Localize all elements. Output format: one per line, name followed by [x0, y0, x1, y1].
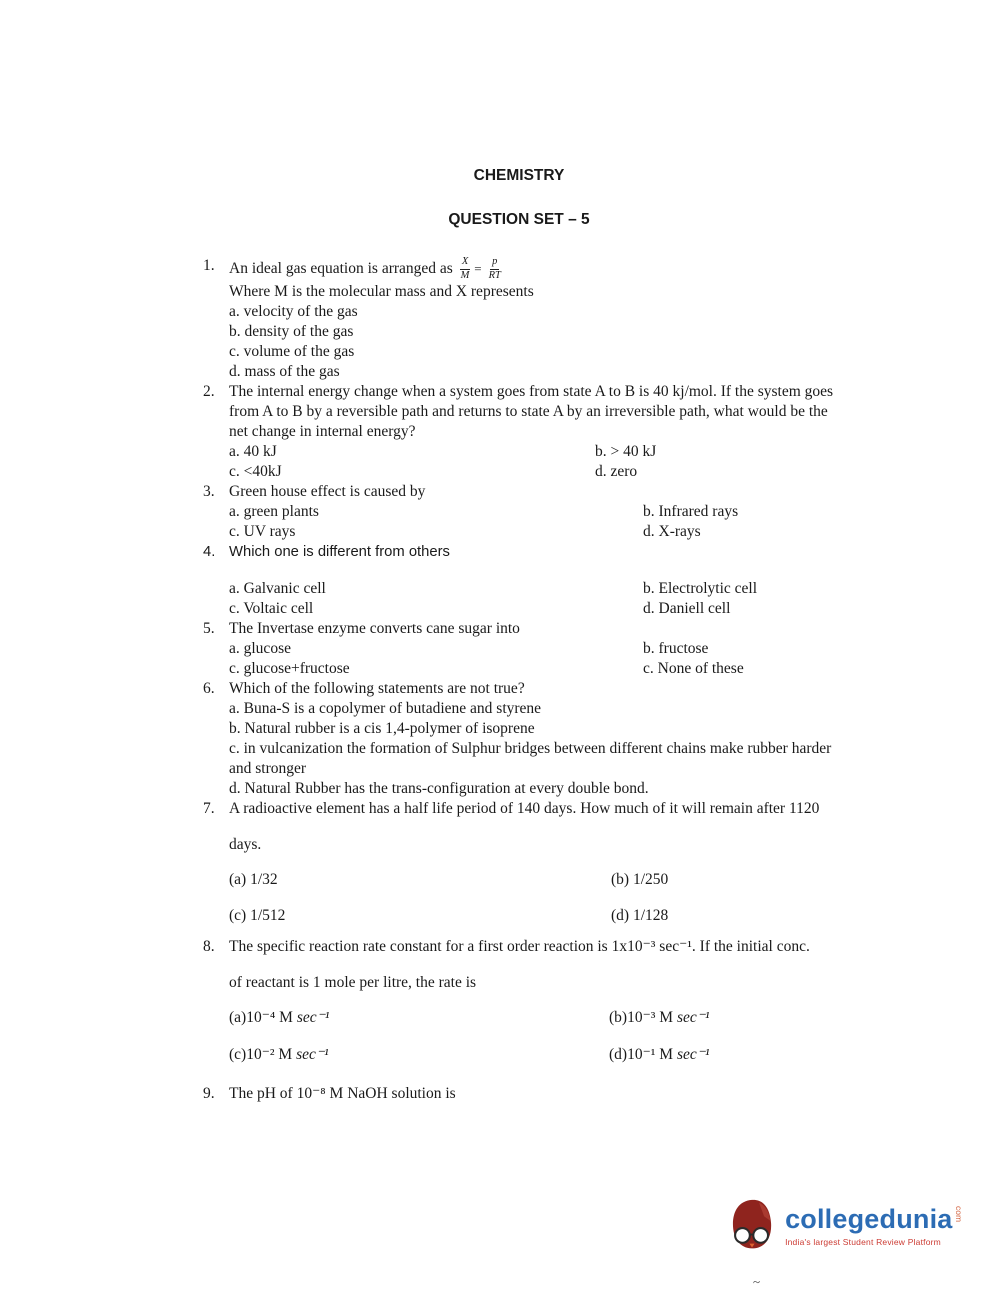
option: c. None of these: [643, 660, 744, 677]
option: (d)10⁻¹ M sec⁻¹: [609, 1046, 710, 1063]
question-number: 8.: [203, 938, 215, 955]
unit-sec: sec⁻¹: [296, 1009, 330, 1026]
question-4: [203, 542, 835, 619]
question-text: [229, 256, 835, 282]
question-text-line-2: days.: [229, 836, 262, 853]
option: d. Natural Rubber has the trans-configuration at every double bond.: [229, 780, 649, 797]
option: b. Infrared rays: [643, 503, 739, 520]
question-3: [203, 482, 835, 542]
option: b. > 40 kJ: [595, 443, 657, 460]
option: b. Electrolytic cell: [643, 580, 758, 597]
collegedunia-mascot-icon: [726, 1196, 778, 1254]
question-number: 6.: [203, 680, 215, 697]
option: (a)10⁻⁴ M sec⁻¹: [229, 1009, 330, 1026]
question-text: The internal energy change when a system goes from state A to B is 40 kj/mol. If the system goes from A to B by a reversible path and returns to state A by an irreversible path, what would be the net change in internal energy?: [229, 383, 834, 440]
unit-sec: sec⁻¹: [676, 1009, 710, 1026]
document-title: CHEMISTRY: [473, 167, 565, 184]
option: c. volume of the gas: [229, 343, 355, 360]
options-grid: [229, 870, 835, 890]
question-text: Green house effect is caused by: [229, 483, 426, 500]
question-number: 3.: [203, 483, 215, 500]
question-set-heading: QUESTION SET – 5: [448, 211, 590, 228]
option: (a) 1/32: [229, 871, 278, 888]
option: c. in vulcanization the formation of Sulphur bridges between different chains make rubber harder and stronger: [229, 740, 832, 777]
question-6: [203, 679, 835, 799]
option: d. mass of the gas: [229, 363, 340, 380]
question-intro: An ideal gas equation is arranged as: [229, 260, 453, 277]
question-8: [203, 937, 835, 1065]
option: (b)10⁻³ M sec⁻¹: [609, 1009, 710, 1026]
option: a. Galvanic cell: [229, 580, 326, 597]
question-text: Which one is different from others: [229, 544, 450, 560]
question-text: Which of the following statements are not true?: [229, 680, 525, 697]
options-grid: [229, 502, 835, 542]
collegedunia-tagline: India's largest Student Review Platform: [785, 1236, 941, 1247]
question-text: A radioactive element has a half life period of 140 days. How much of it will remain after 1120: [229, 800, 820, 817]
option: c. glucose+fructose: [229, 660, 350, 677]
question-5: [203, 619, 835, 679]
option: (d) 1/128: [611, 907, 669, 924]
options-grid: [229, 442, 835, 482]
question-text: The Invertase enzyme converts cane sugar into: [229, 620, 520, 637]
option: (b) 1/250: [611, 871, 669, 888]
question-text: The pH of 10⁻⁸ M NaOH solution is: [229, 1085, 456, 1102]
question-1: [203, 256, 835, 382]
document-page: [203, 166, 835, 1104]
collegedunia-logo: [726, 1196, 963, 1254]
fraction-x-over-m: $\frac{X}{M}$: [460, 256, 470, 281]
options-grid: [229, 1045, 835, 1065]
question-9: [203, 1084, 835, 1104]
question-text: The specific reaction rate constant for a first order reaction is 1x10⁻³ sec⁻¹. If the initial conc.: [229, 938, 810, 955]
option: (c) 1/512: [229, 907, 286, 924]
option: (c)10⁻² M sec⁻¹: [229, 1046, 329, 1063]
option: a. Buna-S is a copolymer of butadiene and styrene: [229, 700, 542, 717]
options-grid: [229, 639, 835, 679]
collegedunia-com-suffix: com: [954, 1205, 964, 1222]
options-grid: [229, 906, 835, 926]
question-7: [203, 799, 835, 926]
option: b. fructose: [643, 640, 709, 657]
unit-sec: sec⁻¹: [296, 1046, 329, 1063]
option: c. Voltaic cell: [229, 600, 314, 617]
option: a. velocity of the gas: [229, 303, 358, 320]
options-grid: [229, 1008, 835, 1028]
question-text-line-2: Where M is the molecular mass and X represents: [229, 283, 534, 300]
option: a. 40 kJ: [229, 443, 277, 460]
options-grid: [229, 579, 835, 619]
fraction-p-over-rt: $\frac{p}{RT}$: [488, 256, 501, 281]
question-number: 5.: [203, 620, 215, 637]
option: c. UV rays: [229, 523, 296, 540]
option: d. X-rays: [643, 523, 701, 540]
option: b. density of the gas: [229, 323, 354, 340]
equals-sign: =: [474, 261, 482, 276]
tilde-mark: ~: [753, 1274, 761, 1289]
collegedunia-wordmark: collegedunia: [785, 1203, 953, 1234]
question-2: [203, 382, 835, 482]
unit-sec: sec⁻¹: [676, 1046, 710, 1063]
question-text-line-2: of reactant is 1 mole per litre, the rate is: [229, 974, 477, 991]
option: c. <40kJ: [229, 463, 282, 480]
option: b. Natural rubber is a cis 1,4-polymer of isoprene: [229, 720, 535, 737]
question-number: 9.: [203, 1085, 215, 1102]
option: d. Daniell cell: [643, 600, 731, 617]
option: d. zero: [595, 463, 638, 480]
question-number: 4.: [203, 544, 216, 560]
option: a. glucose: [229, 640, 291, 657]
question-number: 7.: [203, 800, 215, 817]
question-number: 1.: [203, 257, 215, 274]
question-number: 2.: [203, 383, 215, 400]
option: a. green plants: [229, 503, 319, 520]
